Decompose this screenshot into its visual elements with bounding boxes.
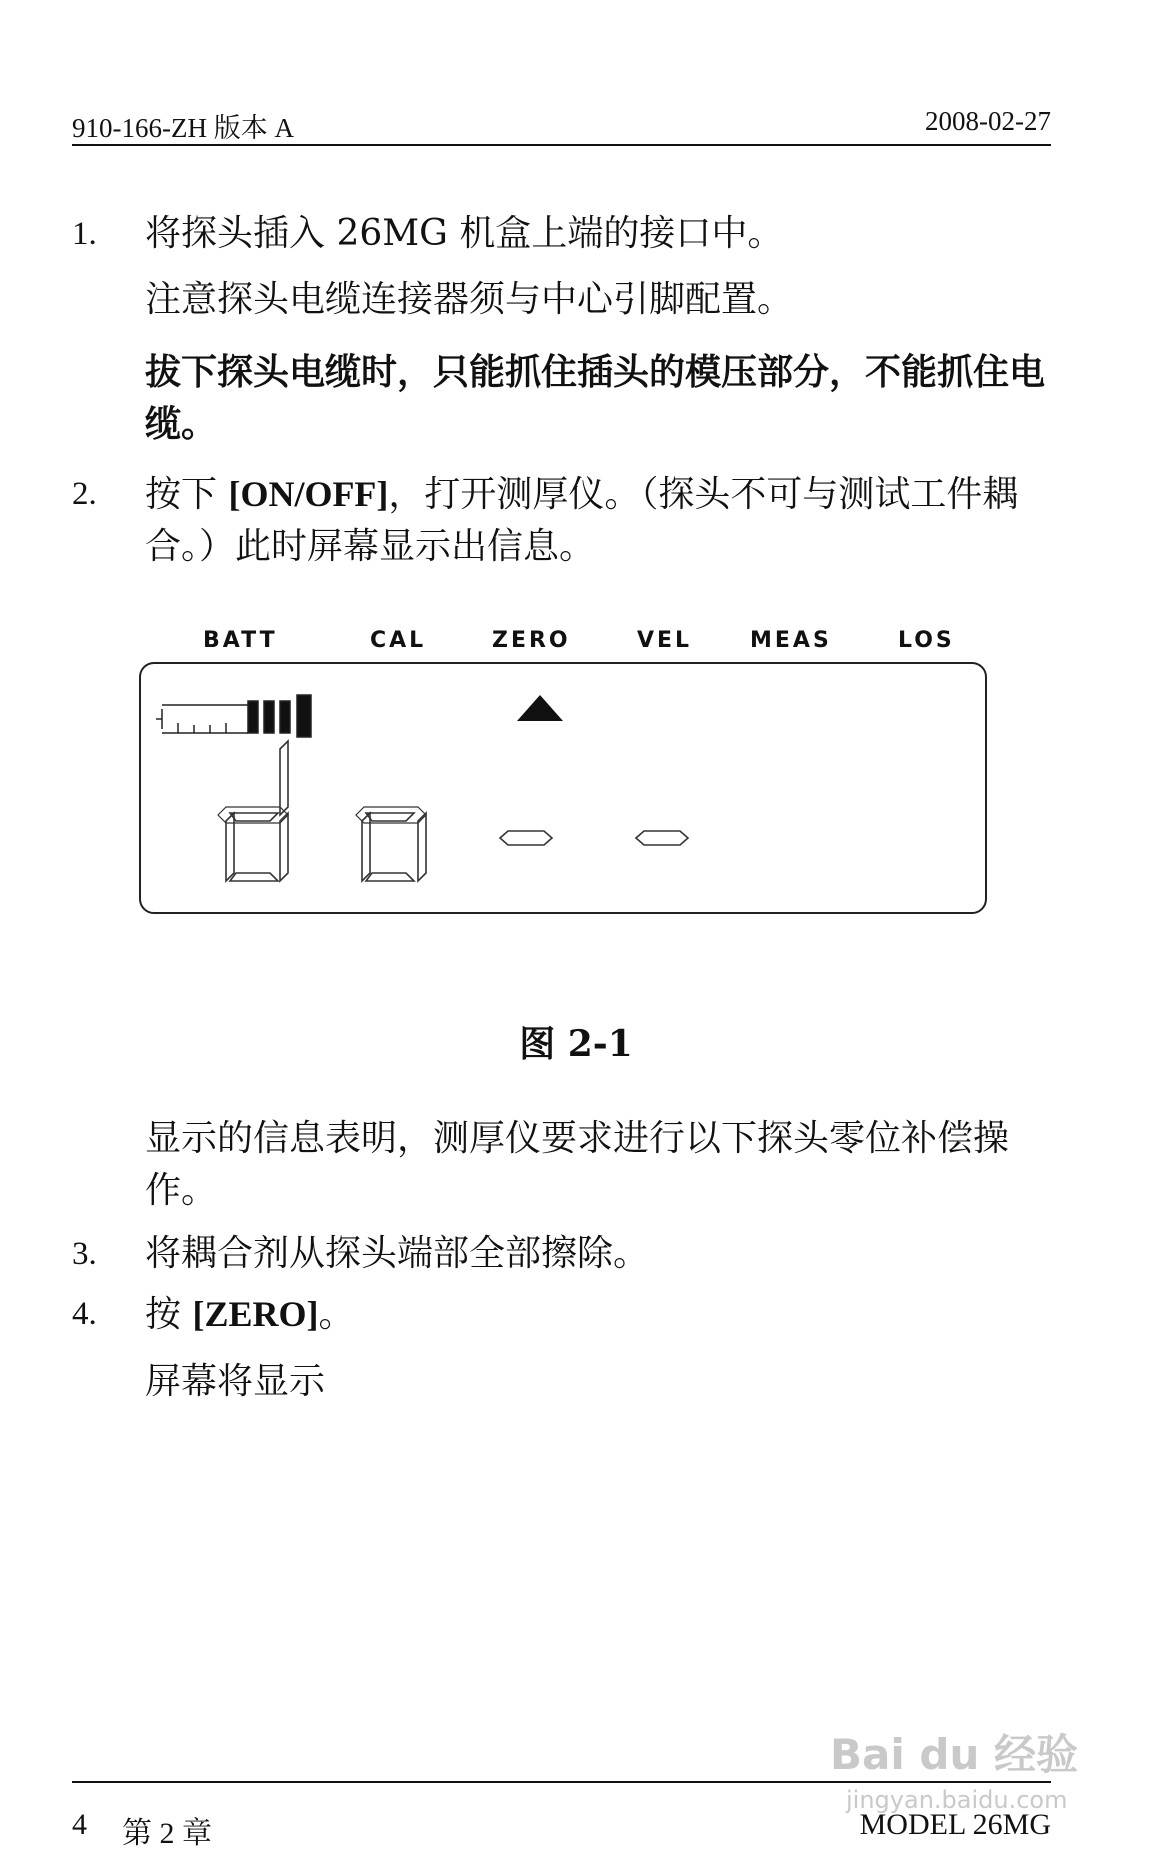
lcd-label-meas: MEAS [750, 628, 832, 653]
step-text: 按 [ZERO]。 [145, 1294, 355, 1335]
lcd-label-cal: CAL [370, 628, 427, 653]
step-text: 将耦合剂从探头端部全部擦除。 [145, 1233, 650, 1274]
explanation-note: 显示的信息表明，测厚仪要求进行以下探头零位补偿操作。 [145, 1118, 1010, 1211]
lcd-label-los: LOS [898, 628, 955, 653]
footer-model: MODEL 26MG [859, 1808, 1051, 1841]
lcd-label-batt: BATT [203, 628, 278, 653]
step-number: 3. [72, 1236, 97, 1272]
step-number: 2. [72, 476, 97, 512]
step-text: 按下 [ON/OFF]，打开测厚仪。（探头不可与测试工件耦合。）此时屏幕显示出信息。 [145, 474, 1019, 567]
header-doc-id: 910-166-ZH 版本 A [72, 113, 294, 143]
lcd-dash [636, 831, 688, 845]
watermark-url: jingyan.baidu.com [846, 1786, 1068, 1814]
figure-caption: 图 2-1 [519, 1023, 633, 1065]
zero-indicator-icon [517, 695, 563, 721]
battery-icon [156, 695, 311, 737]
lcd-label-zero: ZERO [492, 628, 571, 653]
step-number: 4. [72, 1296, 97, 1332]
lcd-display [130, 655, 1000, 925]
screen-will-show-note: 屏幕将显示 [145, 1361, 326, 1402]
footer-page-number: 4 [72, 1808, 87, 1841]
step-text: 将探头插入 26MG 机盒上端的接口中。 [145, 213, 784, 254]
footer-chapter: 第 2 章 [122, 1817, 212, 1850]
key-on-off: [ON/OFF] [228, 474, 389, 514]
lcd-digit-d [218, 741, 288, 881]
header-date: 2008-02-27 [925, 106, 1051, 136]
watermark-logo: Bai du 经验 [830, 1730, 1078, 1779]
header-rule [72, 144, 1051, 146]
key-zero: [ZERO] [192, 1294, 319, 1334]
lcd-dash [500, 831, 552, 845]
warning-note: 拔下探头电缆时，只能抓住插头的模压部分，不能抓住电缆。 [145, 351, 1046, 445]
connector-note: 注意探头电缆连接器须与中心引脚配置。 [145, 279, 794, 320]
lcd-label-vel: VEL [637, 628, 693, 653]
step-number: 1. [72, 216, 97, 252]
lcd-digit-o [356, 807, 426, 881]
